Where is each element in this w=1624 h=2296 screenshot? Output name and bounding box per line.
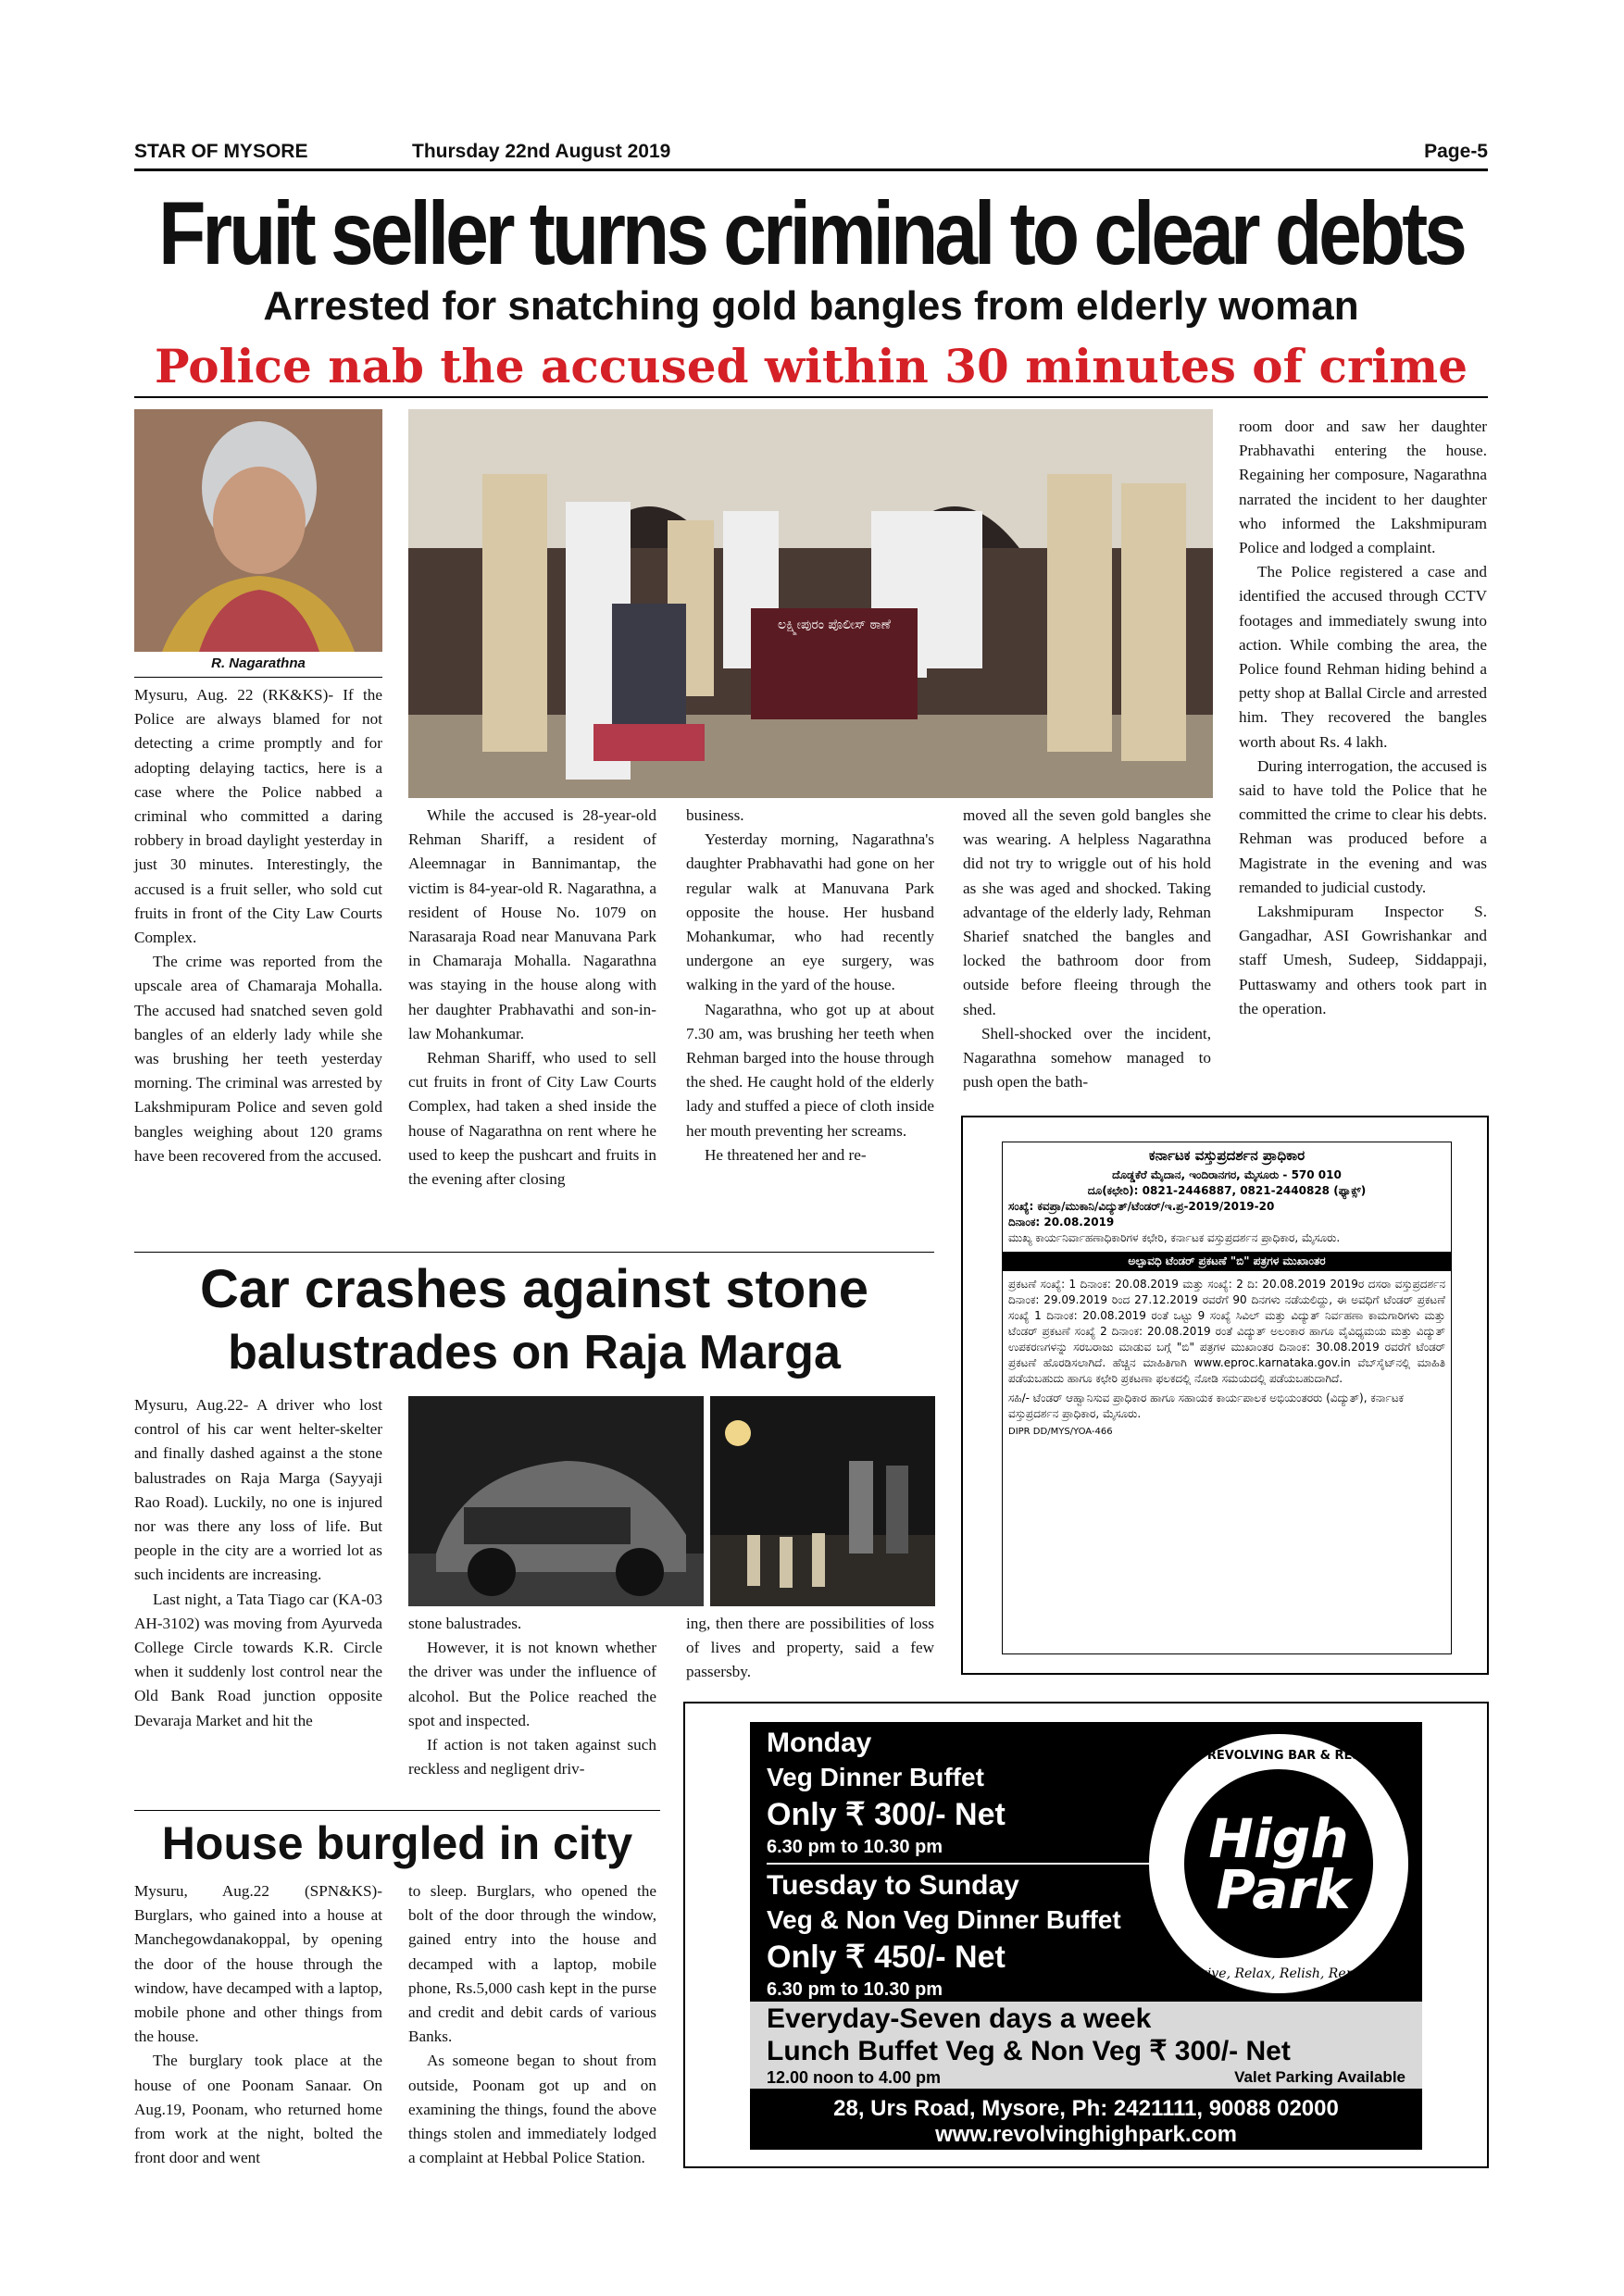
story1-column-2 [408,804,656,1192]
story1-para: Nagarathna, who got up at about 7.30 am, was brushing her teeth when Rehman barged into the house through the shed. He caught hold of the elderly lady and stuffed a piece of cloth inside her mouth preventing her screams. [686,1000,934,1140]
paper-name: STAR OF MYSORE [134,141,308,162]
ad-panel [750,1722,1422,2150]
story1-para: He threatened her and re- [705,1145,867,1164]
story1-column-5 [1239,415,1487,1021]
ad-valet: Valet Parking Available [1234,2068,1405,2086]
police-group-photo [408,409,1213,798]
tender-notice [961,1116,1489,1675]
story2-para: Last night, a Tata Tiago car (KA-03 AH-3102) was moving from Ayurveda College Circle towards K.R. Circle when it suddenly lost control near the Old Bank Road junction opposite Devaraja Market and hit the [134,1590,382,1729]
story1-column-4 [963,804,1211,1094]
story1-para: The Police registered a case and identified the accused through CCTV footages and immediately swung into action. While combing the area, the Police found Rehman hiding behind a petty shop at Ballal Circle and arrested him. They recovered the bangles worth about Rs. 4 lakh. [1239,563,1487,751]
main-headline: Fruit seller turns criminal to clear debts [158,182,1464,283]
red-headline: Police nab the accused within 30 minutes of crime [154,339,1468,393]
masthead-rule [134,168,1488,171]
ad-monday: Monday [767,1728,872,1758]
story2-para: Mysuru, Aug.22- A driver who lost control of his car went helter-skelter and finally dashed against a the stone balustrades on Raja Marga (Sayyaji Rao Road). Luckily, no one is injured nor was there any loss of life. But people in the city are a worried lot as such incidents are increasing. [134,1396,382,1584]
story3-column-2 [408,1879,656,2170]
ad-only-label: Only [767,1940,846,1975]
notice-address: ದೊಡ್ಡಕೆರೆ ಮೈದಾನ, ಇಂದಿರಾನಗರ, ಮೈಸೂರು - 570 010 [1112,1168,1342,1181]
story3-para: to sleep. Burglars, who opened the bolt of the door through the window, gained entry into the house and decamped with a laptop, mobile phone, Rs.5,000 cash kept in the purse and credit and debit cards of various Banks. [408,1882,656,2046]
notice-title: ಕರ್ನಾಟಕ ವಸ್ತುಪ್ರದರ್ಶನ ಪ್ರಾಧಿಕಾರ [1148,1147,1305,1164]
story1-para: room door and saw her daughter Prabhavathi entering the house. Regaining her composure, Nagarathna narrated the incident to her daughter who informed the Lakshmipuram Police and lodged a complaint. [1239,418,1487,557]
story1-column-3 [686,804,934,1167]
ad-everyday: Everyday-Seven days a week [767,2003,1152,2034]
story1-para: Yesterday morning, Nagarathna's daughter Prabhavathi had gone on her regular walk at Manuvana Park opposite the house. Her husband Mohankumar, who had recently undergone an eye surgery, was walking in the yard of the house. [686,830,934,994]
masthead [134,141,1488,168]
ad-address: 28, Urs Road, Mysore, Ph: 2421111, 90088 02000 [833,2096,1339,2121]
ad-vegnonveg-dinner: Veg & Non Veg Dinner Buffet [767,1905,1121,1934]
story1-para: While the accused is 28-year-old Rehman Shariff, a resident of Aleemnagar in Bannimantap, the victim is 84-year-old R. Nagarathna, a resident of House No. 1079 on Narasaraja Road near Manuvana Park in Chamaraja Mohalla. Nagarathna was staying in the house along with her daughter Prabhavathi and son-in-law Mohankumar. [408,806,656,1042]
ad-price-450 [767,1939,1006,1976]
restaurant-ad [683,1702,1489,2168]
ad-lunch-time: 12.00 noon to 4.00 pm [767,2068,942,2087]
logo-ring-text: ROOF TOP REVOLVING BAR & RESTAURANT [1143,1749,1415,1763]
notice-code: DIPR DD/MYS/YOA-466 [1008,1427,1113,1437]
story2-column-1 [134,1393,382,1733]
story3-column-1 [134,1879,382,2170]
story2-para: stone balustrades. [408,1615,522,1632]
notice-banner: ಅಲ್ಪಾವಧಿ ಟೆಂಡರ್ ಪ್ರಕಟಣೆ "ಬಿ" ಪತ್ರಗಳ ಮುಖಾಂತರ [1003,1252,1451,1271]
ad-website: www.revolvinghighpark.com [935,2122,1237,2147]
ad-price-value: ₹ 450/- Net [845,1940,1006,1975]
story1-para: Lakshmipuram Inspector S. Gangadhar, ASI Gowrishankar and staff Umesh, Sudeep, Siddappaji, Puttaswamy and others took part in the operation. [1239,903,1487,1017]
car-crash-photo-2 [710,1396,935,1606]
ad-price-value: ₹ 300/- Net [845,1797,1006,1832]
ad-veg-dinner: Veg Dinner Buffet [767,1763,984,1791]
page-number: Page-5 [1424,141,1488,162]
ad-time-2: 6.30 pm to 10.30 pm [767,1979,943,2000]
story3-rule [134,1810,660,1811]
story2-para: If action is not taken against such reckless and negligent driv- [408,1736,656,1778]
board-text: ಲಕ್ಷ್ಮೀಪುರಂ ಪೊಲೀಸ್ ಠಾಣೆ [778,618,891,632]
subheadline: Arrested for snatching gold bangles from elderly woman [263,283,1359,329]
story2-rule [134,1252,934,1253]
car-crash-headline-1: Car crashes against stone [199,1259,869,1319]
issue-date: Thursday 22nd August 2019 [412,141,671,162]
notice-phone: ದೂ(ಕಛೇರಿ): 0821-2446887, 0821-2440828 (ಫ್ಯಾಕ್ಸ್) [1087,1184,1367,1197]
notice-ref: ಸಂಖ್ಯೆ: ಕವಪ್ರಾ/ಮುಕಾನಿ/ವಿದ್ಯುತ್/ಟೆಂಡರ್/ಇ.ಪ್ರ-2019/2019-20 [1008,1200,1275,1213]
story2-column-3 [686,1612,934,1685]
story3-para: The burglary took place at the house of one Poonam Sanaar. On Aug.19, Poonam, who returned home from work at the night, bolted the front door and went [134,2052,382,2167]
story3-para: As someone began to shout from outside, Poonam got up and on examining the things, found the above things stolen and immediately lodged a complaint at Hebbal Police Station. [408,2052,656,2167]
ad-time-1: 6.30 pm to 10.30 pm [767,1837,943,1857]
notice-sign: ಸಹಿ/- ಟೆಂಡರ್ ಆಹ್ವಾನಿಸುವ ಪ್ರಾಧಿಕಾರ ಹಾಗೂ ಸಹಾಯಕ ಕಾರ್ಯಪಾಲಕ ಅಭಿಯಂತರರು (ವಿದ್ಯುತ್), ಕರ್ನಾಟಕ ವಸ್ತುಪ್ರದರ್ಶನ ಪ್ರಾಧಿಕಾರ, ಮೈಸೂರು. [1008,1391,1405,1420]
ad-price-300 [767,1796,1006,1833]
head-rule [134,396,1488,398]
story2-column-2 [408,1612,656,1781]
story1-para: Mysuru, Aug. 22 (RK&KS)- If the Police are always blamed for not detecting a crime promptly and for adopting delaying tactics, here is a case where the Police nabbed a criminal who committed a daring robbery in broad daylight yesterday in just 30 minutes. Interestingly, the accused is a fruit seller, who sold cut fruits in front of the City Law Courts Complex. [134,686,382,947]
ad-only-label: Only [767,1797,846,1832]
story1-column-1 [134,683,382,1168]
portrait-caption: R. Nagarathna [211,655,306,671]
ad-tuesday-sunday: Tuesday to Sunday [767,1870,1019,1901]
story1-para: business. [686,806,744,824]
story1-para: Shell-shocked over the incident, Nagarathna somehow managed to push open the bath- [963,1024,1211,1092]
high-park-logo [1143,1728,1415,2000]
notice-date: ದಿನಾಂಕ: 20.08.2019 [1008,1216,1115,1229]
caption-rule [134,677,382,678]
portrait-photo [134,409,382,652]
story2-para: However, it is not known whether the driver was under the influence of alcohol. But the Police reached the spot and inspected. [408,1639,656,1729]
story1-para: The crime was reported from the upscale area of Chamaraja Mohalla. The accused had snatched seven gold bangles of an elderly lady while she was brushing her teeth yesterday morning. The criminal was arrested by Lakshmipuram Police and seven gold bangles weighing about 120 grams have been recovered from the accused. [134,953,382,1165]
ad-lunch-panel [750,2002,1422,2089]
car-crash-headline-2: balustrades on Raja Marga [228,1326,841,1379]
logo-park: Park [1216,1858,1351,1921]
ad-lunch-buffet: Lunch Buffet Veg & Non Veg ₹ 300/- Net [767,2036,1291,2066]
burglary-headline: House burgled in city [161,1817,633,1869]
story1-para: Rehman Shariff, who used to sell cut fruits in front of City Law Courts Complex, had taken a shed inside the house of Nagarathna on rent where he used to keep the pushcart and fruits in the evening after closing [408,1049,656,1189]
notice-from: ಮುಖ್ಯ ಕಾರ್ಯನಿರ್ವಾಹಣಾಧಿಕಾರಿಗಳ ಕಛೇರಿ, ಕರ್ನಾಟಕ ವಸ್ತುಪ್ರದರ್ಶನ ಪ್ರಾಧಿಕಾರ, ಮೈಸೂರು. [1008,1231,1341,1244]
logo-high: High [1208,1807,1349,1870]
car-crash-photo-1 [408,1396,704,1606]
ad-divider [767,1863,1156,1865]
story2-para: ing, then there are possibilities of loss of lives and property, said a few passersby. [686,1615,934,1681]
story3-para: Mysuru, Aug.22 (SPN&KS)- Burglars, who gained into a house at Manchegowdanakoppal, by opening the door of the house through the window, have decamped with a laptop, mobile phone and other things from the house. [134,1882,382,2046]
story1-para: moved all the seven gold bangles she was wearing. A helpless Nagarathna did not try to wriggle out of his hold as she was aged and shocked. Taking advantage of the elderly lady, Rehman Sharief snatched the bangles and locked the bathroom door from outside before fleeing through the shed. [963,806,1211,1018]
logo-tagline: Revive, Relax, Relish, Repeat [1182,1966,1375,1981]
story1-para: During interrogation, the accused is said to have told the Police that he committed the crime to clear his debts. Rehman was produced before a Magistrate in the evening and was remanded to judicial custody. [1239,756,1487,896]
notice-body: ಪ್ರಕಟಣೆ ಸಂಖ್ಯೆ: 1 ದಿನಾಂಕ: 20.08.2019 ಮತ್ತು ಸಂಖ್ಯೆ: 2 ದಿ: 20.08.2019 2019ರ ದಸರಾ ವಸ್ತುಪ್ರದರ್ಶನ ದಿನಾಂಕ: 29.09.2019 ರಿಂದ 27.12.2019 ರವರೆಗೆ 90 ದಿನಗಳು ನಡೆಯಲಿದ್ದು, ಈ ಅವಧಿಗೆ ಟೆಂಡರ್ ಪ್ರಕಟಣೆ ಸಂಖ್ಯೆ 1 ದಿನಾಂಕ: 20.08.2019 ರಂತೆ ಒಟ್ಟು 9 ಸಂಖ್ಯೆ ಸಿವಿಲ್ ಮತ್ತು ವಿದ್ಯುತ್ ನಿರ್ವಹಣಾ ಕಾಮಗಾರಿಗಳು ಮತ್ತು ಟೆಂಡರ್ ಪ್ರಕಟಣೆ ಸಂಖ್ಯೆ 2 ದಿನಾಂಕ: 20.08.2019 ರಂತೆ ವಿದ್ಯುತ್ ಅಲಂಕಾರ ಹಾಗೂ ವೈವಿಧ್ಯಮಯ ಮತ್ತು ವಿದ್ಯುತ್ ಉಪಕರಣಗಳನ್ನು ಸರಬರಾಜು ಮಾಡುವ ಬಗ್ಗೆ "ಬಿ" ಪತ್ರಗಳ ಮುಖಾಂತರ ದಿನಾಂಕ: 30.08.2019 ರವರೆಗೆ ಟೆಂಡರ್ ಪ್ರಕಟಣೆ ಹೊರಡಿಸಲಾಗಿದೆ. ಹೆಚ್ಚಿನ ಮಾಹಿತಿಗಾಗಿ www.eproc.karnataka.gov.in ವೆಬ್‌ಸೈಟ್‌ನಲ್ಲಿ ಮಾಹಿತಿ ಪಡೆಯಬಹುದು ಹಾಗೂ ಕಛೇರಿ ಪ್ರಕಟಣಾ ಫಲಕದಲ್ಲಿ ನೋಡಿ ಸಮಯದಲ್ಲಿ ಪಡೆಯಬಹುದಾಗಿದೆ. [1008,1278,1445,1385]
